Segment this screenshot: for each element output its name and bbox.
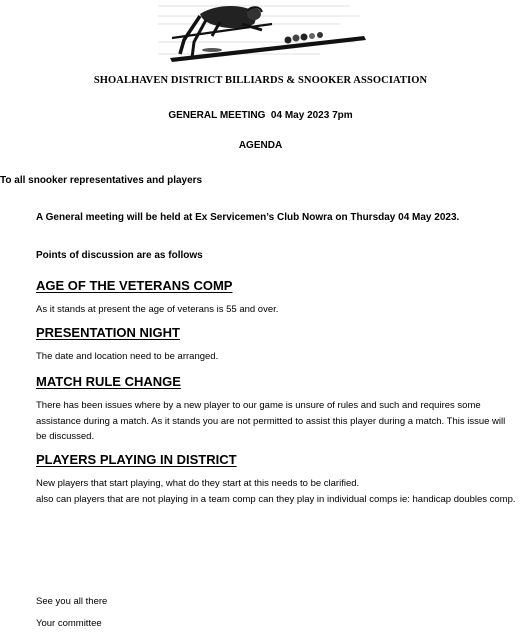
committee-signoff: Your committee (36, 618, 102, 629)
section-heading-veterans: AGE OF THE VETERANS COMP (36, 278, 233, 293)
organisation-name: SHOALHAVEN DISTRICT BILLIARDS & SNOOKER ASSOCIATION (93, 75, 428, 86)
section-body-line: New players that start playing, what do they start at this needs to be clarified. (36, 478, 360, 489)
agenda-title: AGENDA (238, 140, 283, 151)
points-intro: Points of discussion are as follows (36, 250, 203, 261)
section-body-line: also can players that are not playing in a team comp can they play in individual comps ie: handicap doubles comp. (36, 493, 516, 505)
section-heading-presentation: PRESENTATION NIGHT (36, 325, 180, 340)
section-body-veterans: As it stands at present the age of veterans is 55 and over. (36, 304, 279, 315)
section-heading-players-district: PLAYERS PLAYING IN DISTRICT (36, 452, 237, 467)
snooker-player-logo (150, 0, 372, 62)
meeting-intro: A General meeting will be held at Ex Servicemen’s Club Nowra on Thursday 04 May 2023. (36, 212, 460, 223)
section-body-match-rule: There has been issues where by a new player to our game is unsure of rules and such and requires some assistance during a match. As it stands you are not permitted to assist this player during a match. This issue will be discussed. (36, 400, 506, 442)
salutation: To all snooker representatives and players (0, 175, 203, 186)
section-body-presentation: The date and location need to be arranged. (36, 351, 219, 362)
section-heading-match-rule: MATCH RULE CHANGE (36, 374, 181, 389)
closing-line: See you all there (36, 596, 108, 607)
section-body-players-district (36, 476, 516, 507)
meeting-title: GENERAL MEETING 04 May 2023 7pm (168, 110, 353, 121)
